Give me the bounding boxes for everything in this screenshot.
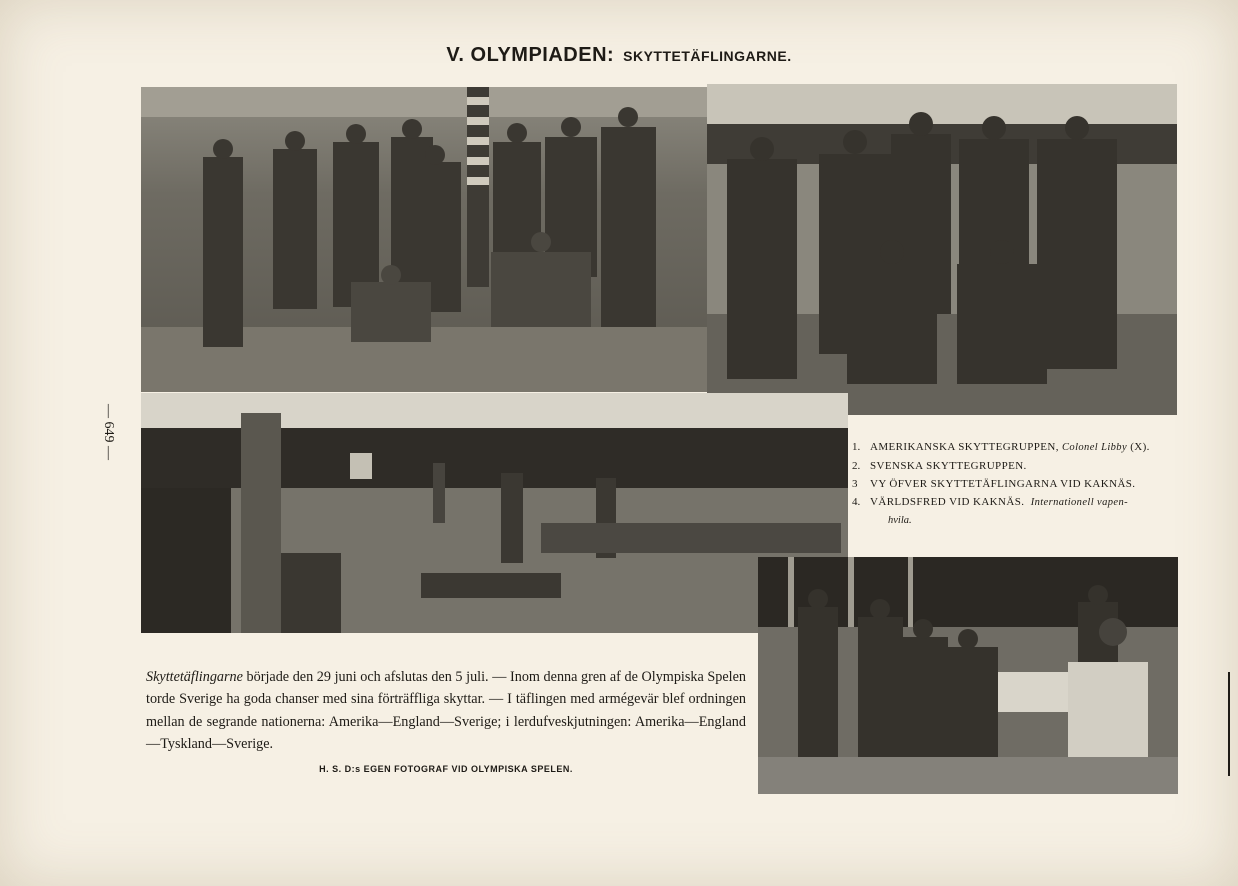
caption-number: 4. [852, 496, 861, 508]
photo-range-view [141, 393, 848, 633]
caption-number: 1. [852, 441, 861, 453]
photo-credit: H. S. D:s EGEN FOTOGRAF VID OLYMPISKA SPELEN. [319, 764, 573, 774]
caption-note: Colonel Libby [1062, 442, 1128, 453]
edge-mark [1228, 672, 1230, 776]
caption-text: AMERIKANSKA SKYTTEGRUPPEN, Colonel Libby (X). [870, 441, 1150, 453]
caption-note: Internationell vapen- [1030, 497, 1129, 508]
caption-text: SVENSKA SKYTTEGRUPPEN. [870, 460, 1027, 472]
photo-captions [852, 438, 1178, 530]
caption-item [852, 457, 1178, 475]
article-body: började den 29 juni och afslutas den 5 juli. — Inom denna gren af de Olympiska Spelen torde Sverige ha goda chanser med sina förträffliga skyttar. — I täflingen med armégevär blef ordningen mellan de segrande nationerna: Amerika—England—Sverige; i lerdufveskjutningen: Amerika—England—Tyskland—Sverige. [146, 669, 746, 753]
caption-text: VÄRLDSFRED VID KAKNÄS. Internationell vapen- [870, 496, 1129, 508]
caption-item [852, 475, 1178, 493]
caption-continuation: hvila. [888, 515, 912, 526]
caption-suffix: (X). [1130, 441, 1150, 453]
photo-world-peace [758, 557, 1178, 794]
caption-number: 3 [852, 478, 858, 490]
caption-number: 2. [852, 460, 861, 472]
article-text [146, 666, 746, 756]
title-main: V. OLYMPIADEN: [446, 44, 615, 66]
caption-item [852, 493, 1178, 512]
page-number [96, 400, 120, 464]
caption-item [852, 438, 1178, 457]
photo-american-team [141, 87, 707, 392]
title-sub: SKYTTETÄFLINGARNE. [623, 48, 792, 64]
caption-text: VY ÖFVER SKYTTETÄFLINGARNA VID KAKNÄS. [870, 478, 1136, 490]
photo-swedish-team [707, 84, 1177, 415]
page-title [0, 44, 1238, 67]
article-lead: Skyttetäflingarne [146, 669, 243, 685]
page-number-text: — 649 — [101, 404, 116, 460]
